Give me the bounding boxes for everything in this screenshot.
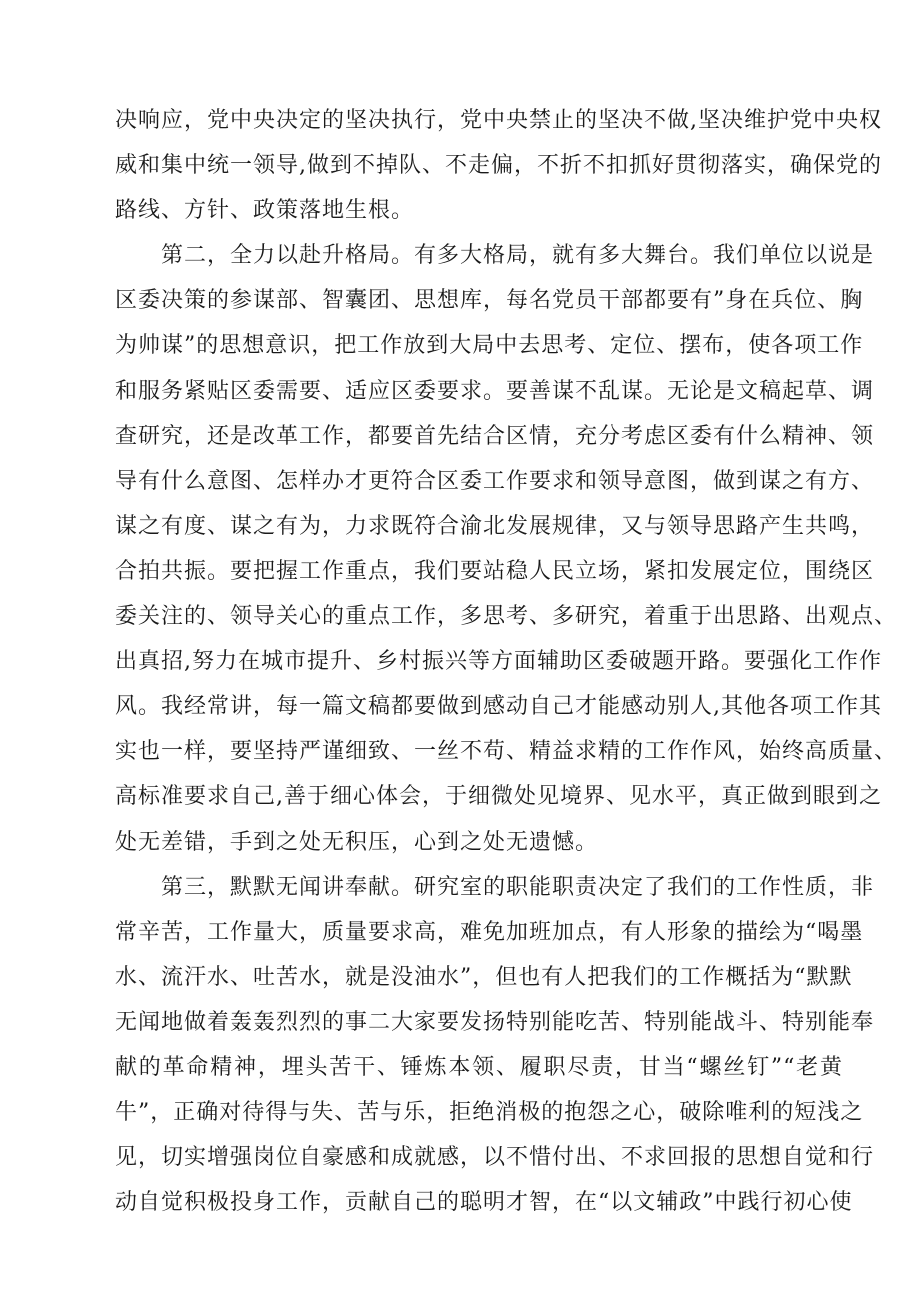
text-line: 见，切实增强岗位自豪感和成就感，以不惜付出、不求回报的思想自觉和行 <box>115 1145 875 1171</box>
paragraph-start-line: 第三，默默无闻讲奉献。研究室的职能职责决定了我们的工作性质，非 <box>161 874 875 900</box>
text-line: 和服务紧贴区委需要、适应区委要求。要善谋不乱谋。无论是文稿起草、调 <box>115 378 875 404</box>
text-line: 决响应，党中央决定的坚决执行，党中央禁止的坚决不做,坚决维护党中央权 <box>115 108 882 133</box>
text-line: 实也一样，要坚持严谨细致、一丝不苟、精益求精的工作作风，始终高质量、 <box>115 739 898 765</box>
text-line: 风。我经常讲，每一篇文稿都要做到感动自己才能感动别人,其他各项工作其 <box>115 694 882 720</box>
paragraph-start-line: 第二，全力以赴升格局。有多大格局，就有多大舞台。我们单位以说是 <box>161 243 875 269</box>
text-line: 处无差错，手到之处无积压，心到之处无遗憾。 <box>115 829 599 855</box>
text-line: 合拍共振。要把握工作重点，我们要站稳人民立场，紧扣发展定位，围绕区 <box>115 558 875 584</box>
text-line: 常辛苦，工作量大，质量要求高，难免加班加点，有人形象的描绘为“喝墨 <box>115 919 864 945</box>
text-line: 献的革命精神，埋头苦干、锤炼本领、履职尽责，甘当“螺丝钉”“老黄 <box>115 1054 843 1080</box>
text-line: 谋之有度、谋之有为，力求既符合渝北发展规律，又与领导思路产生共鸣， <box>115 513 875 539</box>
text-line: 查研究，还是改革工作，都要首先结合区情，充分考虑区委有什么精神、领 <box>115 423 875 449</box>
text-line: 牛”，正确对待得与失、苦与乐，拒绝消极的抱怨之心，破除唯利的短浅之 <box>115 1100 864 1126</box>
text-line: 路线、方针、政策落地生根。 <box>115 198 415 224</box>
text-line: 威和集中统一领导,做到不掉队、不走偏，不折不扣抓好贯彻落实，确保党的 <box>115 153 882 179</box>
text-line: 区委决策的参谋部、智囊团、思想库，每名党员干部都要有”身在兵位、胸 <box>115 288 864 314</box>
text-line: 动自觉积极投身工作，贡献自己的聪明才智，在“以文辅政”中践行初心使 <box>115 1190 853 1216</box>
text-line: 出真招,努力在城市提升、乡村振兴等方面辅助区委破题开路。要强化工作作 <box>115 649 882 675</box>
text-line: 无闻地做着轰轰烈烈的事二大家要发扬特别能吃苦、特别能战斗、特别能奉 <box>115 1009 875 1035</box>
text-line: 导有什么意图、怎样办才更符合区委工作要求和领导意图，做到谋之有方、 <box>115 468 875 494</box>
text-line: 为帅谋”的思想意识，把工作放到大局中去思考、定位、摆布，使各项工作 <box>115 333 864 359</box>
text-line: 水、流汗水、吐苦水，就是没油水”，但也有人把我们的工作概括为“默默 <box>115 964 853 990</box>
body-text <box>115 98 898 1225</box>
text-line: 委关注的、领导关心的重点工作，多思考、多研究，着重于出思路、出观点、 <box>115 604 898 630</box>
text-line: 高标准要求自己,善于细心体会，于细微处见境界、见水平，真正做到眼到之 <box>115 784 882 810</box>
